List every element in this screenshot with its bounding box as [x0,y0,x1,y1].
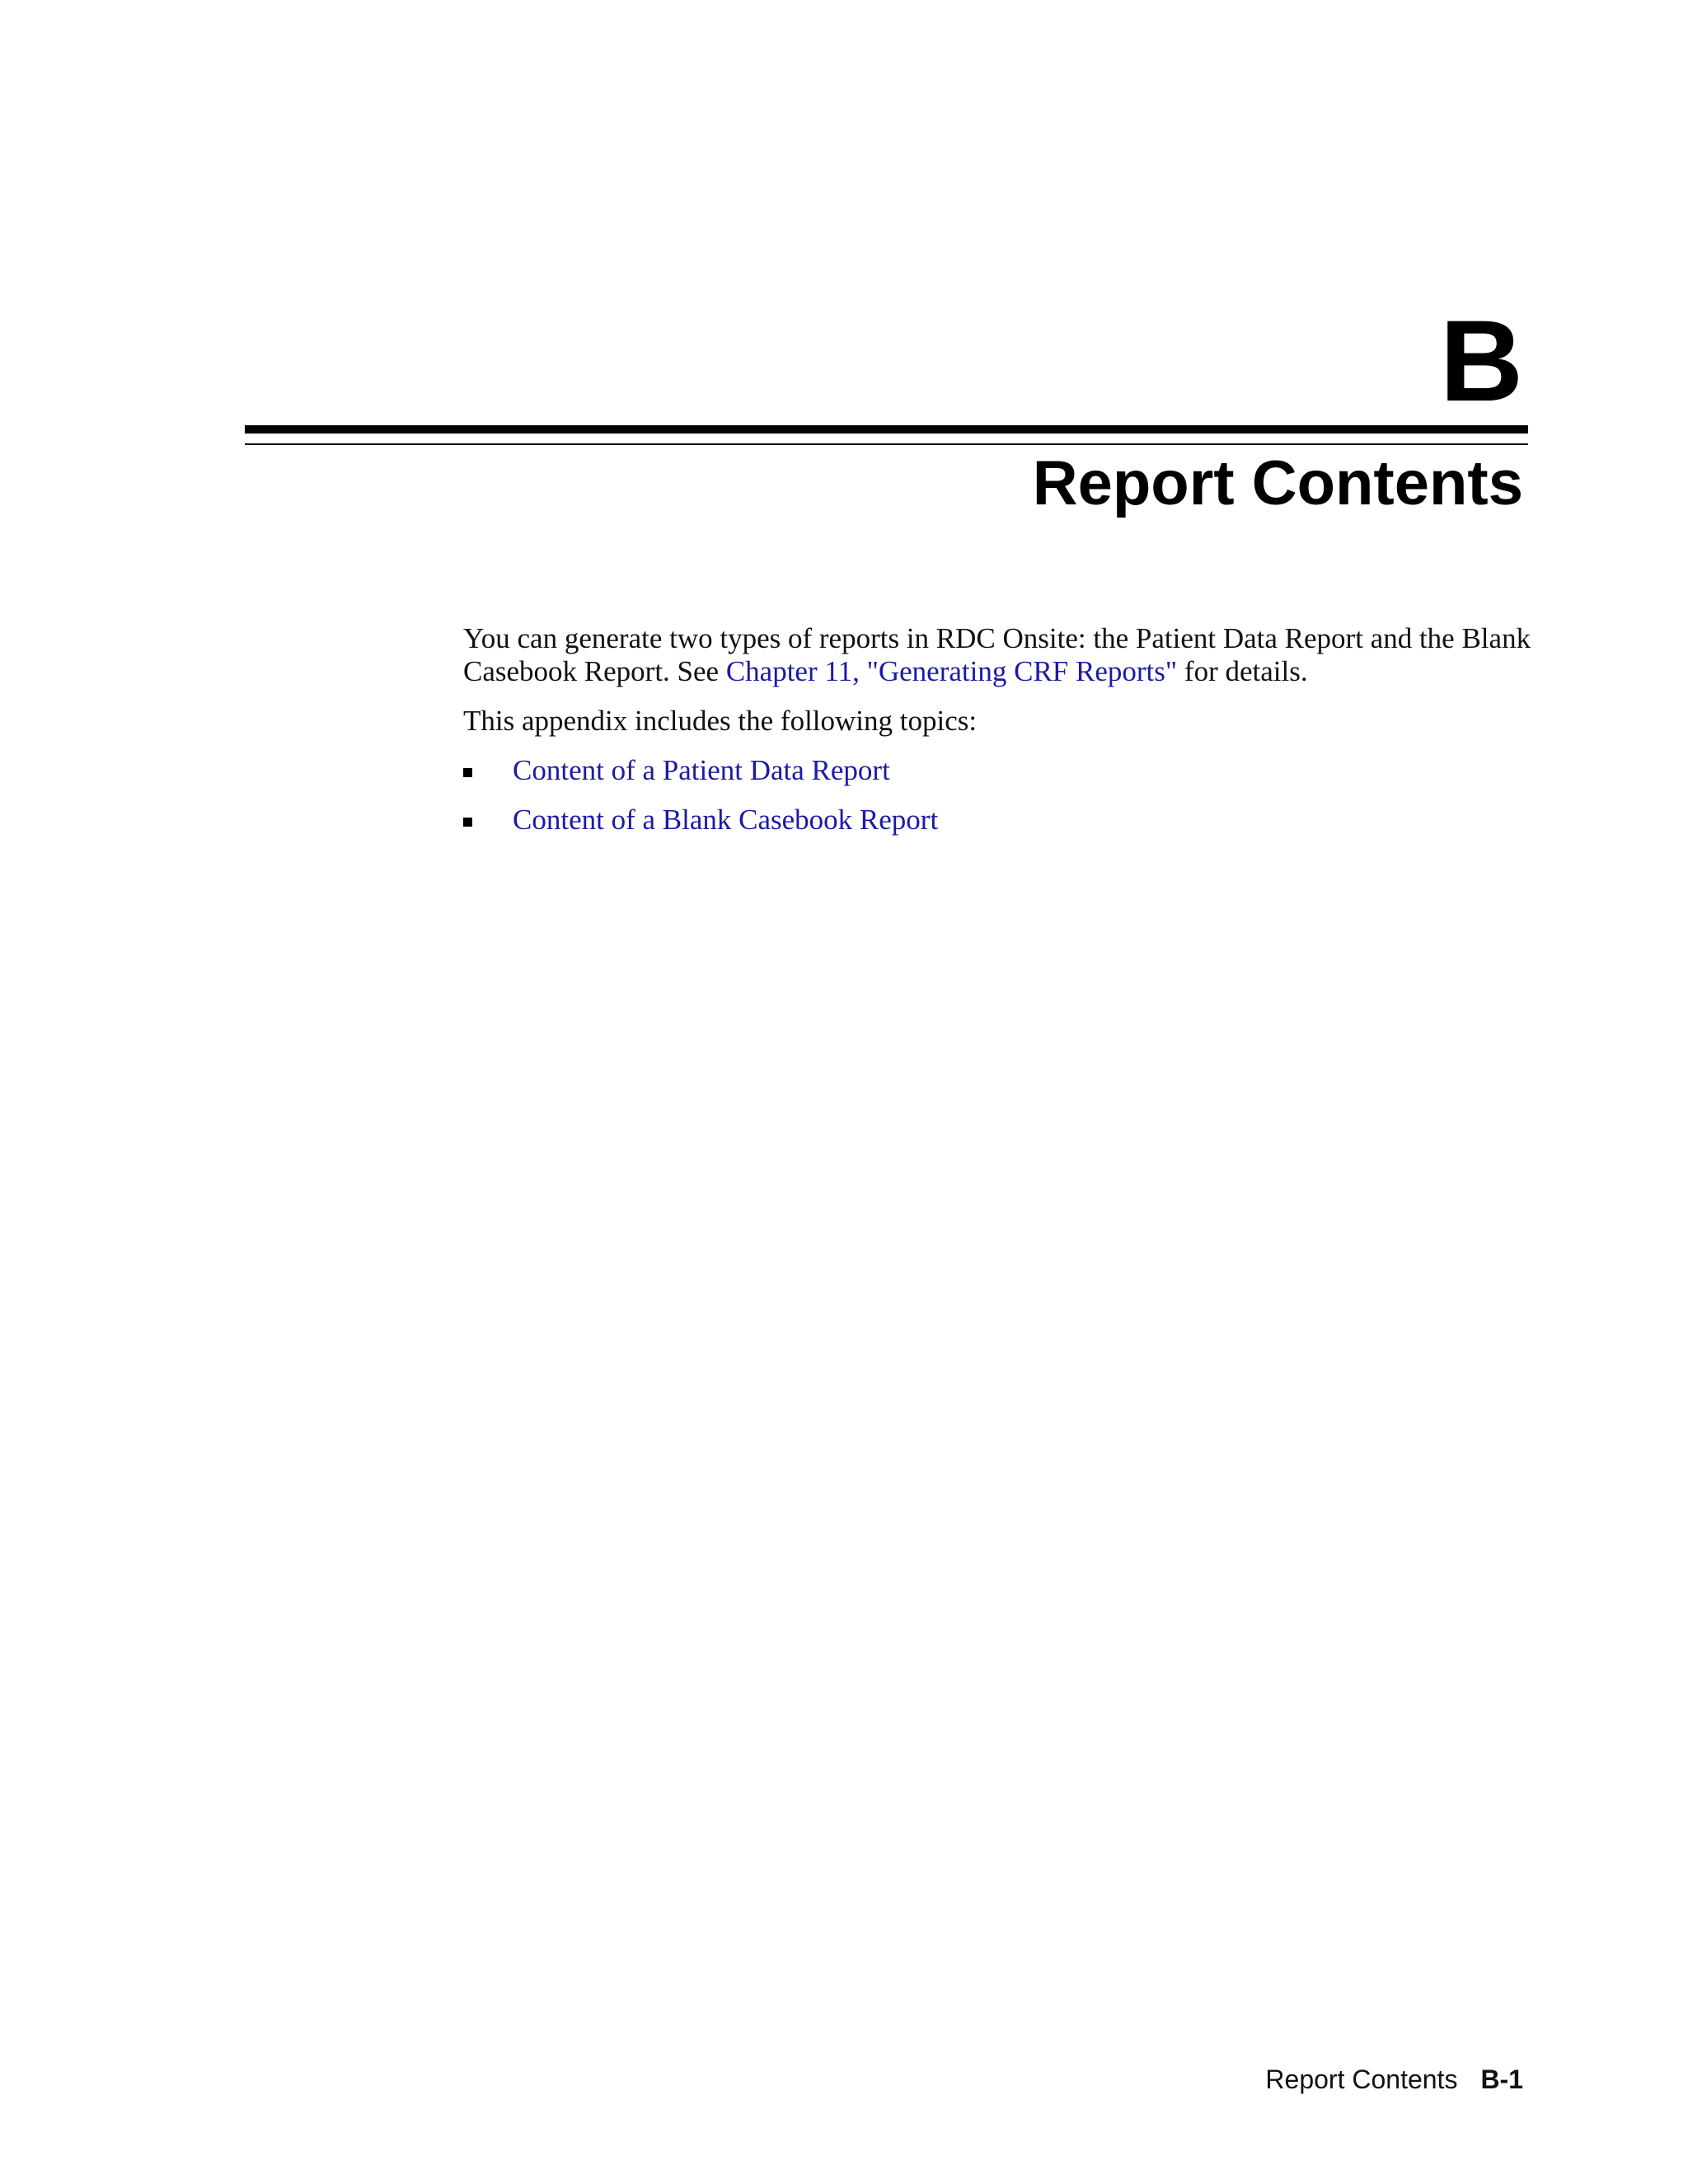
footer-section-title: Report Contents [1265,2064,1458,2094]
intro-paragraph [463,622,1535,688]
list-item [463,804,1535,837]
chapter-title: Report Contents [1032,448,1523,518]
list-item [463,754,1535,787]
topics-intro: This appendix includes the following topics: [463,705,978,737]
topics-list [463,754,1535,837]
chapter-letter: B [1439,296,1523,425]
topic-link-blank-casebook-report[interactable]: Content of a Blank Casebook Report [513,804,939,836]
square-bullet-icon [463,818,472,827]
chapter-11-link[interactable]: Chapter 11, "Generating CRF Reports" [725,655,1178,687]
topic-link-patient-data-report[interactable]: Content of a Patient Data Report [513,754,890,786]
intro-text-end: for details. [1177,655,1308,687]
intro-text-start: You can generate two types of reports in RDC Onsite: the Patient Data Report and the Blank Casebook Report. See [463,622,1531,687]
header-rule-thick [245,425,1528,434]
footer-page-number: B-1 [1480,2064,1523,2094]
body-content [463,622,1535,853]
header-rule-thin [245,443,1528,445]
square-bullet-icon [463,768,472,777]
page-footer [1265,2064,1523,2095]
